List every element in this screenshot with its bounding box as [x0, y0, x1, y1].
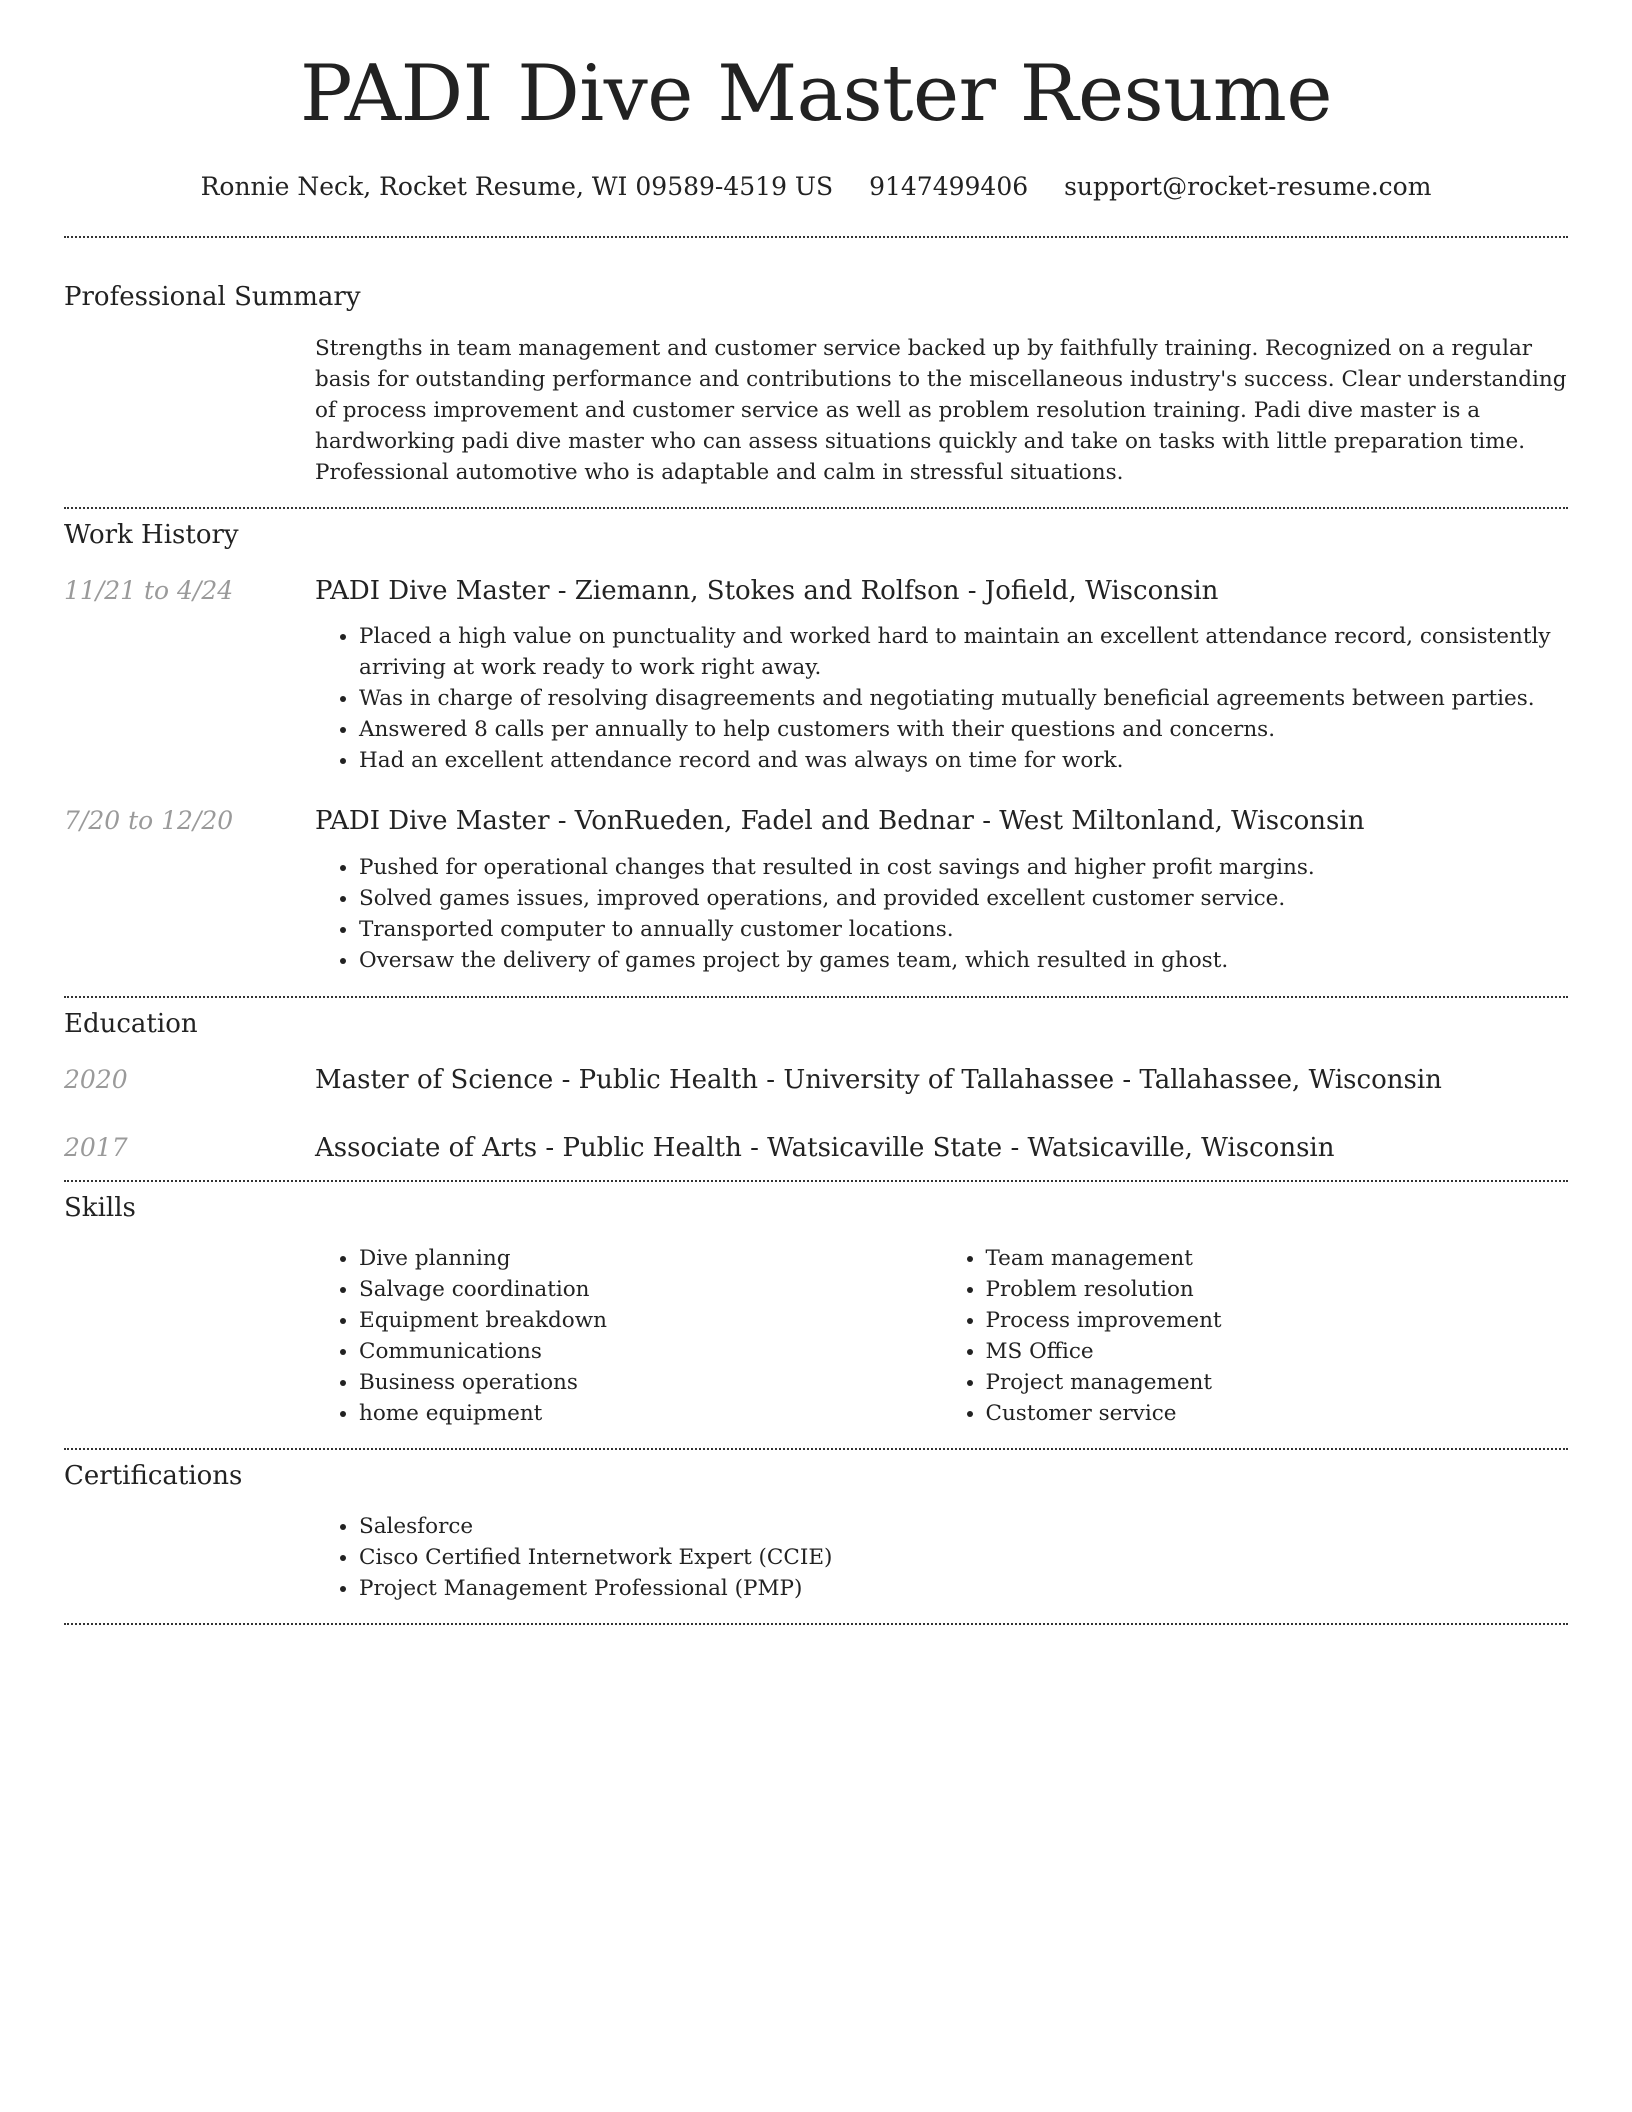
certifications-list — [315, 1511, 1568, 1604]
resume-title: PADI Dive Master Resume — [299, 49, 1333, 139]
skill-item: • Business operations — [359, 1367, 942, 1398]
divider — [64, 507, 1568, 509]
skill-item: • Equipment breakdown — [359, 1305, 942, 1336]
education-degree: Master of Science - Public Health - University of Tallahassee - Tallahassee, Wisconsin — [315, 1064, 1442, 1095]
job-bullet: • Was in charge of resolving disagreements and negotiating mutually beneficial agreements between parties. — [359, 683, 1568, 714]
certification-item: • Salesforce — [359, 1511, 1568, 1542]
section-heading-education: Education — [64, 1008, 198, 1039]
certification-item: • Project Management Professional (PMP) — [359, 1573, 1568, 1604]
education-entry — [64, 1133, 1568, 1164]
skill-item: • Process improvement — [986, 1305, 1569, 1336]
skill-item: • Team management — [986, 1243, 1569, 1274]
job-bullet: • Answered 8 calls per annually to help customers with their questions and concerns. — [359, 714, 1568, 745]
divider — [64, 1623, 1568, 1625]
divider — [64, 1180, 1568, 1182]
job-bullets — [315, 852, 1568, 976]
job-dates: 7/20 to 12/20 — [64, 806, 234, 836]
skill-item: • Communications — [359, 1336, 942, 1367]
contact-line — [64, 172, 1568, 202]
summary-text: Strengths in team management and customer service backed up by faithfully training. Recognized on a regular basis for outstanding performance and contributions to the miscellaneous industry's success. Clear understanding of process improvement and customer service as well as problem resolution training. Padi dive master is a hardworking padi dive master who can assess situations quickly and take on tasks with little preparation time. Professional automotive who is adaptable and calm in stressful situations. — [315, 335, 1567, 485]
contact-phone: 9147499406 — [869, 171, 1029, 201]
job-bullet: • Oversaw the delivery of games project by games team, which resulted in ghost. — [359, 945, 1568, 976]
education-year: 2017 — [64, 1132, 128, 1162]
job-bullet: • Had an excellent attendance record and was always on time for work. — [359, 745, 1568, 776]
section-heading-work-history: Work History — [64, 519, 239, 550]
education-year: 2020 — [64, 1064, 128, 1094]
job-bullet: • Solved games issues, improved operations, and provided excellent customer service. — [359, 883, 1568, 914]
job-entry — [64, 576, 1568, 776]
education-degree: Associate of Arts - Public Health - Watsicaville State - Watsicaville, Wisconsin — [315, 1132, 1335, 1163]
skill-item: • Dive planning — [359, 1243, 942, 1274]
skill-item: • Project management — [986, 1367, 1569, 1398]
job-bullet: • Placed a high value on punctuality and worked hard to maintain an excellent attendance record, consistently arriving at work ready to work right away. — [359, 621, 1568, 683]
skills-columns — [315, 1243, 1568, 1429]
job-bullet: • Transported computer to annually customer locations. — [359, 914, 1568, 945]
job-title: PADI Dive Master - VonRueden, Fadel and Bednar - West Miltonland, Wisconsin — [315, 806, 1365, 837]
contact-email: support@rocket-resume.com — [1064, 171, 1432, 201]
divider — [64, 236, 1568, 238]
section-heading-certifications: Certifications — [64, 1461, 243, 1492]
education-entry — [64, 1065, 1568, 1096]
job-title: PADI Dive Master - Ziemann, Stokes and Rolfson - Jofield, Wisconsin — [315, 576, 1219, 607]
skill-item: • MS Office — [986, 1336, 1569, 1367]
skill-item: • Customer service — [986, 1398, 1569, 1429]
section-heading-skills: Skills — [64, 1193, 136, 1224]
resume-page — [64, 0, 1568, 1625]
job-entry — [64, 806, 1568, 975]
contact-address: Ronnie Neck, Rocket Resume, WI 09589-4519 US — [200, 171, 834, 201]
certification-item: • Cisco Certified Internetwork Expert (CCIE) — [359, 1542, 1568, 1573]
skill-item: • home equipment — [359, 1398, 942, 1429]
skill-item: • Problem resolution — [986, 1274, 1569, 1305]
job-dates: 11/21 to 4/24 — [64, 576, 234, 606]
divider — [64, 996, 1568, 998]
job-bullets — [315, 621, 1568, 776]
skills-list-right — [942, 1243, 1569, 1429]
certifications-block — [315, 1511, 1568, 1604]
divider — [64, 1448, 1568, 1450]
job-bullet: • Pushed for operational changes that resulted in cost savings and higher profit margins. — [359, 852, 1568, 883]
skills-list-left — [315, 1243, 942, 1429]
section-heading-summary: Professional Summary — [64, 281, 361, 312]
skill-item: • Salvage coordination — [359, 1274, 942, 1305]
